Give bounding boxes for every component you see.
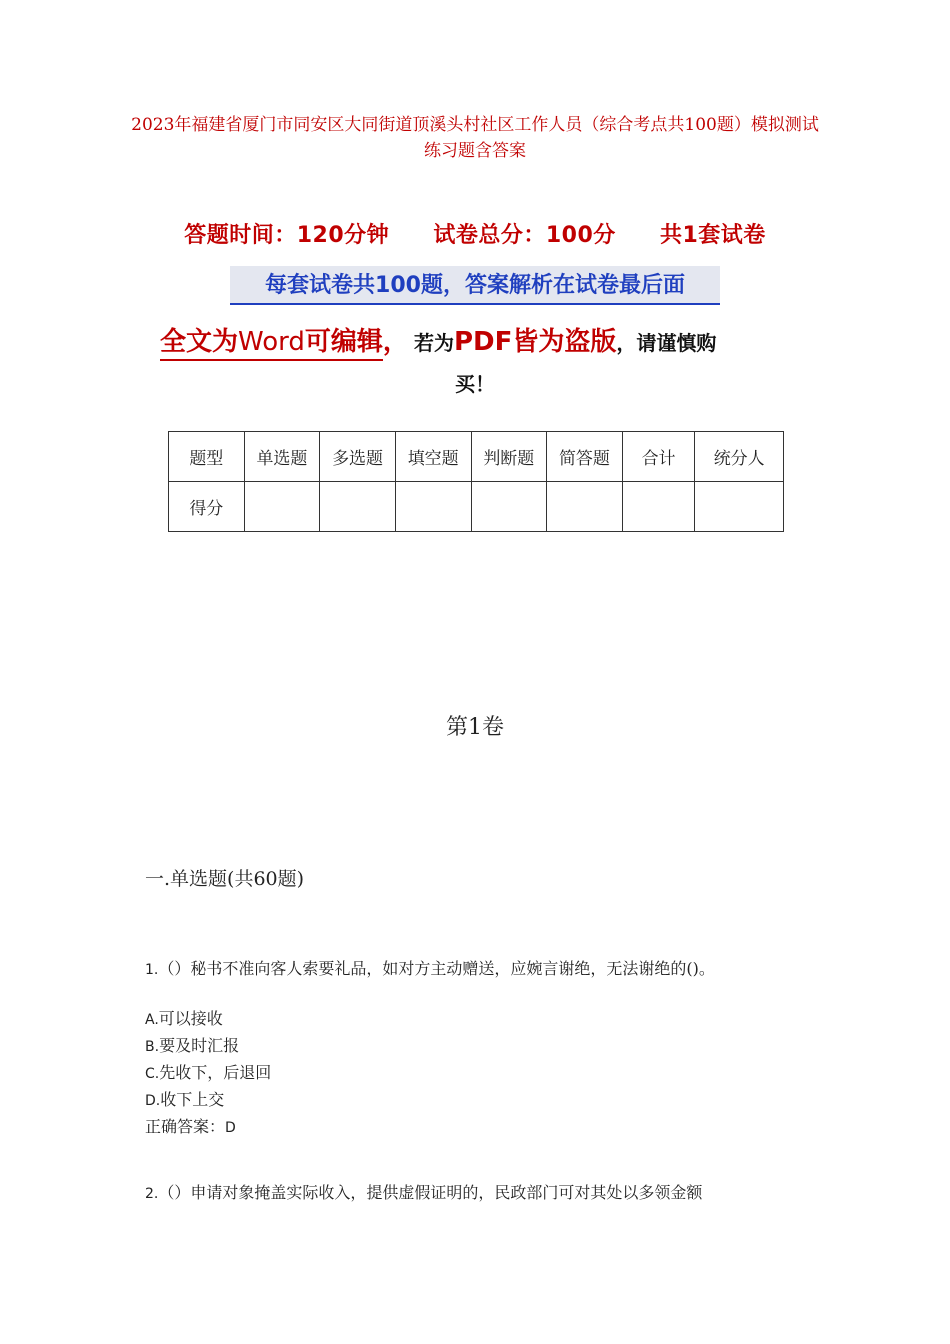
question-number: 2.: [145, 1186, 159, 1202]
header-cell: 判断题: [471, 432, 547, 482]
question-text: （）申请对象掩盖实际收入，提供虚假证明的，民政部门可对其处以多领金额: [158, 1183, 703, 1202]
subtitle-banner: 每套试卷共100题，答案解析在试卷最后面: [230, 266, 720, 305]
option-letter: B.: [145, 1039, 160, 1055]
header-cell: 统分人: [695, 432, 784, 482]
question-text: （）秘书不准向客人索要礼品，如对方主动赠送，应婉言谢绝，无法谢绝的()。: [158, 959, 715, 978]
answer-line: [145, 1114, 271, 1141]
notice-pdf: PDF皆为盗版: [453, 327, 617, 357]
question-number: 1.: [145, 962, 159, 978]
option-letter: C.: [145, 1066, 160, 1082]
notice-comma1: ，: [382, 327, 409, 357]
score-cell[interactable]: [395, 482, 471, 532]
question-2: [145, 1180, 825, 1207]
section-heading: 一.单选题(共60题): [145, 868, 305, 890]
score-cell[interactable]: [547, 482, 623, 532]
option-d[interactable]: [145, 1087, 271, 1114]
option-b[interactable]: [145, 1033, 271, 1060]
option-text: 收下上交: [160, 1090, 225, 1109]
edit-notice: [160, 312, 800, 375]
option-text: 要及时汇报: [159, 1036, 240, 1055]
option-letter: D.: [145, 1093, 161, 1109]
header-cell: 简答题: [547, 432, 623, 482]
option-text: 先收下，后退回: [159, 1063, 272, 1082]
set-count: 共1套试卷: [659, 223, 766, 248]
answer-label: 正确答案：: [145, 1117, 226, 1136]
option-c[interactable]: [145, 1060, 271, 1087]
option-letter: A.: [145, 1012, 159, 1028]
question-1-options: [145, 1006, 271, 1141]
notice-word: Word: [238, 327, 305, 357]
row-label-cell: 得分: [169, 482, 245, 532]
score-table-score-row: [169, 482, 784, 532]
question-1: [145, 956, 825, 983]
header-cell: 合计: [622, 432, 695, 482]
score-cell[interactable]: [320, 482, 396, 532]
notice-part3: 若为: [413, 331, 454, 355]
score-table: [168, 431, 784, 532]
score-cell[interactable]: [695, 482, 784, 532]
option-text: 可以接收: [158, 1009, 223, 1028]
header-cell: 填空题: [395, 432, 471, 482]
header-cell: 题型: [169, 432, 245, 482]
score-table-header-row: [169, 432, 784, 482]
header-cell: 多选题: [320, 432, 396, 482]
notice-part4: 请谨慎购: [636, 331, 717, 355]
notice-comma2: ，: [616, 331, 637, 355]
total-score: 试卷总分：100分: [433, 223, 616, 248]
notice-part1: 全文为: [160, 327, 239, 357]
score-cell[interactable]: [622, 482, 695, 532]
header-cell: 单选题: [244, 432, 320, 482]
volume-heading: 第1卷: [446, 715, 504, 740]
notice-part5: 买！: [455, 372, 495, 396]
option-a[interactable]: [145, 1006, 271, 1033]
notice-part2: 可编辑: [304, 327, 383, 357]
exam-time: 答题时间：120分钟: [184, 223, 390, 248]
exam-info: [0, 218, 950, 249]
score-cell[interactable]: [244, 482, 320, 532]
document-title: 2023年福建省厦门市同安区大同街道顶溪头村社区工作人员（综合考点共100题）模拟测试练习题含答案: [131, 115, 819, 161]
notice-editable: [160, 327, 383, 361]
answer-value: D: [225, 1120, 236, 1136]
score-cell[interactable]: [471, 482, 547, 532]
